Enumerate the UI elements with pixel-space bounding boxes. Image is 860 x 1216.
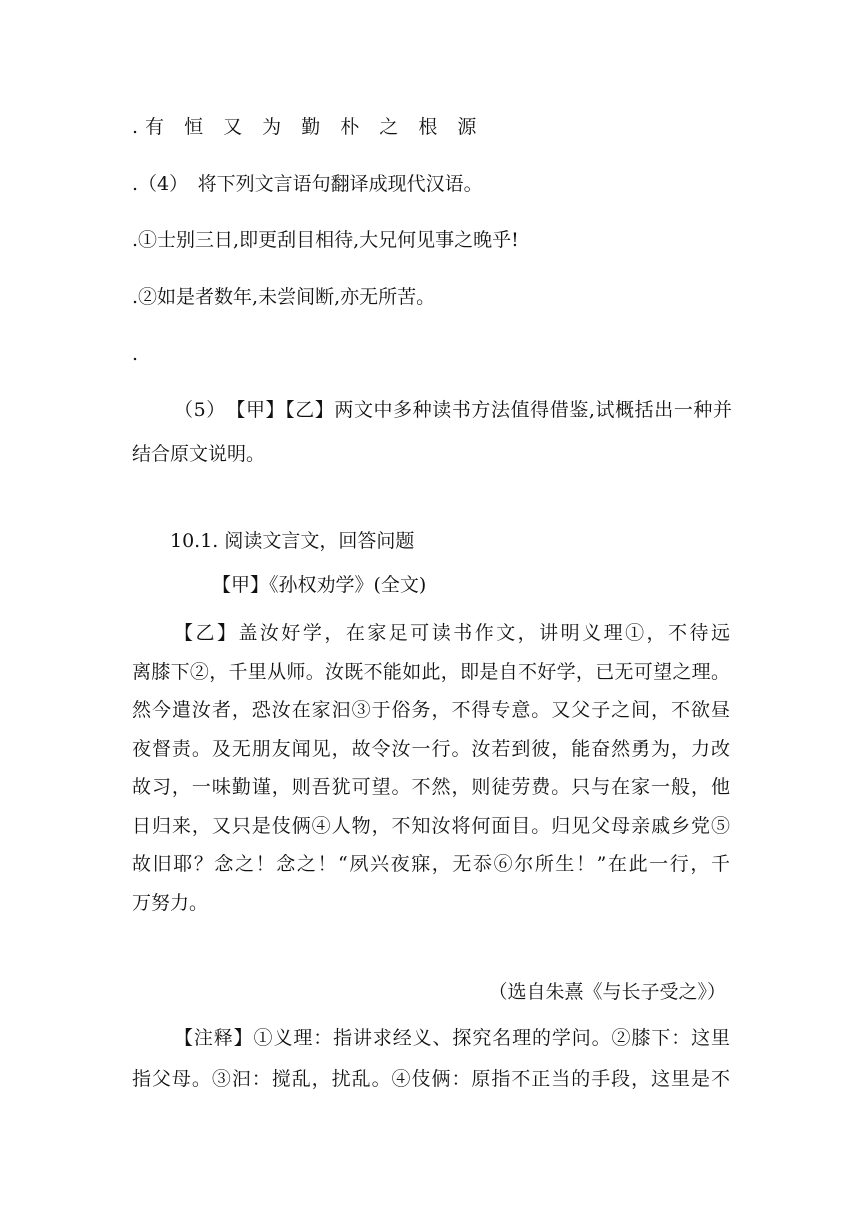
yi-line: 日归来，又只是伎俩④人物，不知汝将何面目。归见父母亲戚乡党⑤: [132, 814, 730, 837]
note-line: 【注释】①义理：指讲求经义、探究名理的学问。②膝下：这里: [174, 1027, 730, 1049]
blank-answer-line: .: [132, 343, 139, 365]
question-4: .（4） 将下列文言语句翻译成现代汉语。: [132, 173, 483, 195]
translation-item-1: .①士别三日,即更刮目相待,大兄何见事之晚乎!: [132, 229, 519, 251]
yi-line: 离膝下②，千里从师。汝既不能如此，即是自不好学，已无可望之理。: [132, 660, 730, 683]
translation-item-2: .②如是者数年,未尝间断,亦无所苦。: [132, 286, 436, 308]
source-citation: （选自朱熹《与长子受之》）: [488, 981, 726, 1003]
annotation-block: [132, 1018, 730, 1100]
text-yi-passage: [132, 614, 730, 922]
question-5: （5） 【甲】【乙】两文中多种读书方法值得借鉴,试概括出一种并结合原文说明。: [132, 399, 732, 465]
yi-line: 【乙】盖汝好学，在家足可读书作文，讲明义理①，不待远: [174, 622, 730, 644]
yi-line: 故习，一味勤谨，则吾犹可望。不然，则徒劳费。只与在家一般，他: [132, 776, 730, 798]
yi-line: 万努力。: [132, 891, 209, 914]
note-line: 指父母。③汩：搅乱，扰乱。④伎俩：原指不正当的手段，这里是不: [132, 1068, 730, 1090]
yi-line: 然今遣汝者，恐汝在家汩③于俗务，不得专意。又父子之间，不欲昼: [132, 699, 730, 721]
yi-line: 夜督责。及无朋友闻见，故令汝一行。汝若到彼，能奋然勇为，力改: [132, 737, 730, 760]
line-answer-fragment: .有 恒 又 为 勤 朴 之 根 源: [132, 116, 484, 138]
section-heading: 10.1. 阅读文言文，回答问题: [170, 530, 415, 552]
yi-line: 故旧耶？念之！念之！“夙兴夜寐，无忝⑥尔所生！”在此一行，千: [132, 853, 730, 875]
text-jia-title: 【甲】《孙权劝学》(全文): [212, 574, 427, 596]
